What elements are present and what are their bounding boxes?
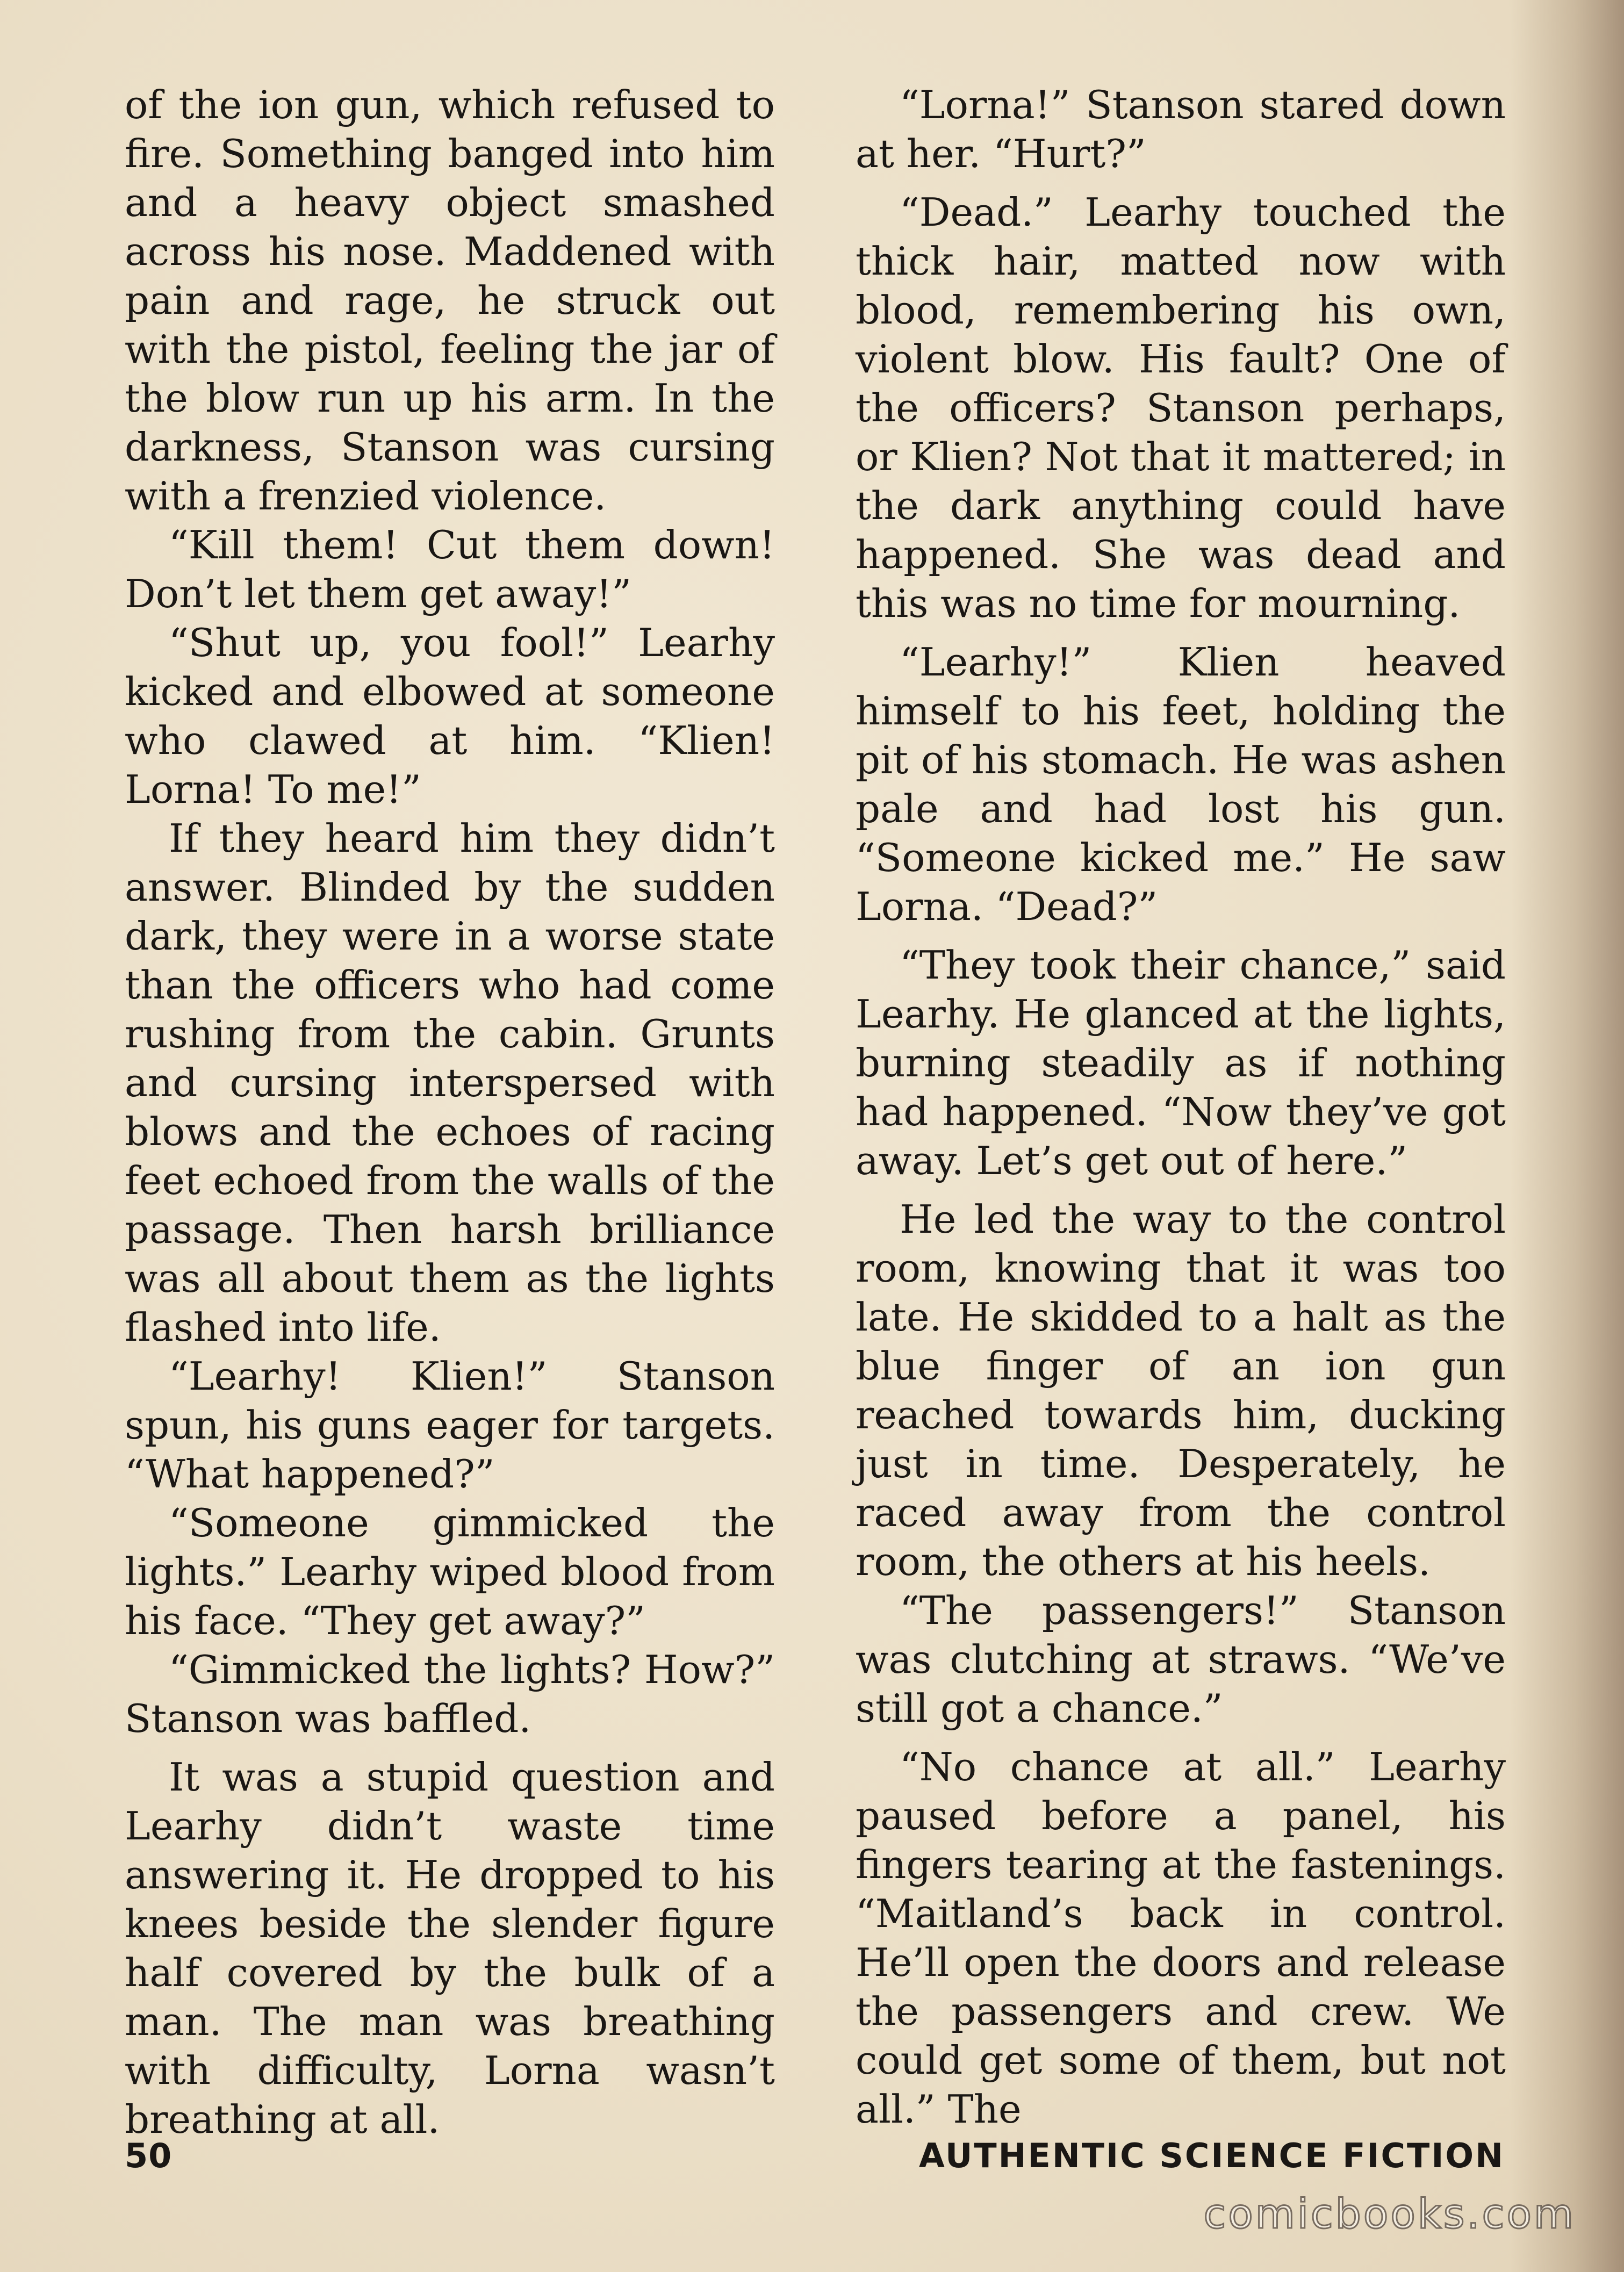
paragraph: It was a stupid question and Learhy didn’t waste time answering it. He dropped to his knees beside the slender figure half covered by the bulk of a man. The man was breathing with difficulty, Lorna wasn’t breathing at all.: [125, 1755, 775, 2142]
paragraph: “No chance at all.” Learhy paused before a panel, his fingers tearing at the fastenings. “Maitland’s back in control. He’ll open the doors and release the passengers and crew. We could get some of them, but not all.” The: [856, 1744, 1506, 2132]
paragraph: “The passengers!” Stanson was clutching at straws. “We’ve still got a chance.”: [856, 1588, 1506, 1731]
paragraph: “Someone gimmicked the lights.” Learhy wiped blood from his face. “They get away?”: [125, 1500, 775, 1643]
paragraph: He led the way to the control room, knowing that it was too late. He skidded to a halt as the blue finger of an ion gun reached towards him, ducking just in time. Desperately, he raced away from the control room, the others at his heels.: [856, 1197, 1506, 1584]
right-text-column: [856, 81, 1506, 2134]
paragraph: “Shut up, you fool!” Learhy kicked and elbowed at someone who clawed at him. “Klien! Lorna! To me!”: [125, 620, 775, 812]
page-number: 50: [125, 2136, 173, 2175]
paragraph: “Lorna!” Stanson stared down at her. “Hurt?”: [856, 82, 1506, 176]
paragraph: “Learhy!” Klien heaved himself to his feet, holding the pit of his stomach. He was ashen pale and had lost his gun. “Someone kicked me.” He saw Lorna. “Dead?”: [856, 639, 1506, 929]
paragraph: “Learhy! Klien!” Stanson spun, his guns eager for targets. “What happened?”: [125, 1354, 775, 1497]
paragraph: If they heard him they didn’t answer. Blinded by the sudden dark, they were in a worse state than the officers who had come rushing from the cabin. Grunts and cursing interspersed with blows and the echoes of racing feet echoed from the walls of the passage. Then harsh brilliance was all about them as the lights flashed into life.: [125, 816, 775, 1350]
paragraph: “They took their chance,” said Learhy. He glanced at the lights, burning steadily as if nothing had happened. “Now they’ve got away. Let’s get out of here.”: [856, 943, 1506, 1183]
paragraph: of the ion gun, which refused to fire. Something banged into him and a heavy object smashed across his nose. Maddened with pain and rage, he struck out with the pistol, feeling the jar of the blow run up his arm. In the darkness, Stanson was cursing with a frenzied violence.: [125, 82, 775, 519]
left-text-column: [125, 81, 775, 2144]
paragraph: “Gimmicked the lights? How?” Stanson was baffled.: [125, 1647, 775, 1741]
site-watermark: comicbooks.com: [1203, 2190, 1576, 2238]
running-footer-title: AUTHENTIC SCIENCE FICTION: [918, 2136, 1505, 2175]
paragraph: “Kill them! Cut them down! Don’t let them get away!”: [125, 522, 775, 616]
paragraph: “Dead.” Learhy touched the thick hair, matted now with blood, remembering his own, violent blow. His fault? One of the officers? Stanson perhaps, or Klien? Not that it mattered; in the dark anything could have happened. She was dead and this was no time for mourning.: [856, 190, 1506, 626]
